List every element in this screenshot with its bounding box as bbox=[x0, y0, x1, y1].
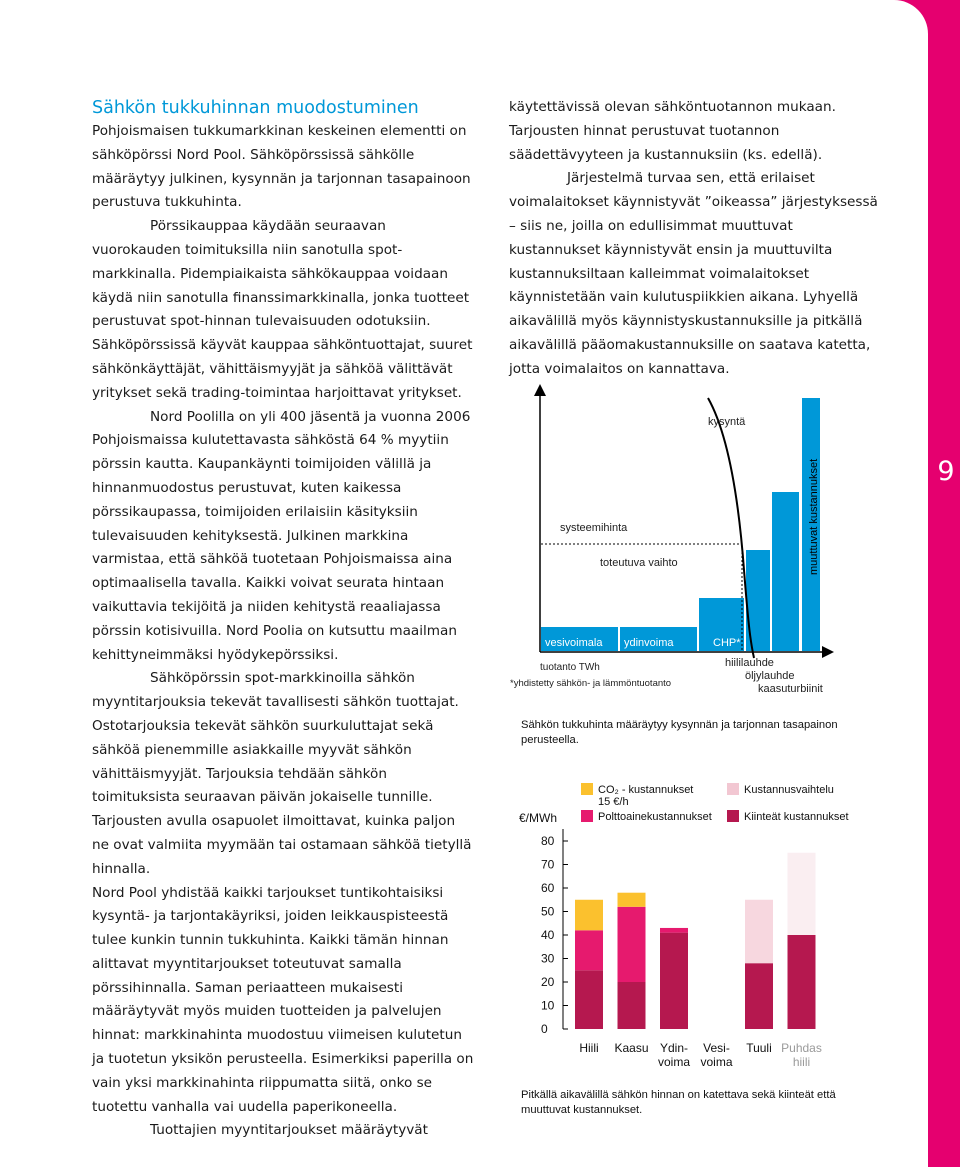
label-chp: CHP* bbox=[713, 637, 741, 649]
legend-swatch bbox=[581, 783, 593, 795]
y-tick-label: 50 bbox=[541, 904, 555, 919]
bar-segment bbox=[618, 893, 646, 907]
paragraph: Pohjoismaisen tukkumarkkinan keskeinen elementti on sähköpörssi Nord Pool. Sähköpörssissä sähkölle määräytyy julkinen, kysynnän ja tarjonnan tasapainoon perustuva tukkuhinta. bbox=[92, 123, 471, 211]
paragraph: Tuottajien myyntitarjoukset määräytyvät bbox=[150, 1122, 428, 1139]
label-demand: kysyntä bbox=[708, 416, 746, 428]
legend-swatch bbox=[727, 810, 739, 822]
bar-segment bbox=[575, 970, 603, 1029]
bar-segment bbox=[745, 900, 773, 963]
paragraph: Järjestelmä turvaa sen, että erilaiset voimalaitokset käynnistyvät ”oikeassa” järjestyksessä – siis ne, joilla on edullisimmat muuttuvat kustannukset käynnistyvät ensin ja muuttuvilta kustannuksiltaan kalleimmat voimalaitokset käynnistetään vain kulutuspiikkien aikana. Lyhyellä aikavälillä myös käynnistyskustannuksille ja pitkällä aikavälillä pääomakustannuksille on saatava katetta, jotta voimalaitos on kannattava. bbox=[509, 170, 878, 377]
y-tick-label: 30 bbox=[541, 951, 555, 966]
y-tick-label: 20 bbox=[541, 975, 555, 989]
y-tick-label: 40 bbox=[541, 928, 555, 942]
section-heading: Sähkön tukkuhinnan muodostuminen bbox=[92, 98, 419, 118]
bar-segment bbox=[745, 963, 773, 1029]
y-tick-label: 0 bbox=[541, 1022, 548, 1036]
y-axis-label: €/MWh bbox=[519, 811, 558, 825]
category-label: Kaasu bbox=[614, 1041, 649, 1055]
label-system-price: systeemihinta bbox=[560, 522, 628, 534]
legend-label: CO₂ - kustannukset 15 €/h bbox=[598, 784, 694, 808]
bar-segment bbox=[660, 933, 688, 1029]
left-column bbox=[92, 96, 476, 1143]
bar-segment bbox=[575, 930, 603, 970]
paragraph: Nord Pool yhdistää kaikki tarjoukset tuntikohtaisiksi kysyntä- ja tarjontakäyriksi, joiden leikkauspisteestä tulee kunkin tunnin tukkuhinta. Kaikki tämän hinnan alittavat myyntitarjoukset toteutuvat samalla pörssihinnalla. Saman periaatteen mukaisesti määräytyvät myös muiden tuotteiden ja palvelujen hinnat: markkinahinta muodostuu viimeisen kulutetun ja tuotetun yksikön perusteella. Esimerkiksi paperilla on vain yksi markkinahinta riippumatta siitä, onko se tuotettu vanhalla vai uudella paperikoneella. bbox=[92, 884, 474, 1115]
supply-demand-diagram bbox=[500, 380, 860, 700]
page-number: 9 bbox=[937, 456, 955, 487]
supply-chart-caption: Sähkön tukkuhinta määräytyy kysynnän ja tarjonnan tasapainon perusteella. bbox=[521, 719, 838, 746]
label-hydro: vesivoimala bbox=[545, 637, 603, 649]
category-label: Tuuli bbox=[746, 1041, 772, 1055]
cost-bar-chart bbox=[505, 775, 860, 1070]
category-label: Ydin-voima bbox=[657, 1041, 691, 1069]
bar-segment bbox=[660, 928, 688, 933]
paragraph: käytettävissä olevan sähköntuotannon mukaan. Tarjousten hinnat perustuvat tuotannon säädettävyyteen ja kustannuksiin (ks. edellä). bbox=[509, 99, 836, 163]
y-tick-label: 10 bbox=[541, 998, 555, 1013]
category-label: Hiili bbox=[579, 1041, 599, 1055]
right-paragraphs bbox=[509, 96, 881, 382]
label-nuclear: ydinvoima bbox=[624, 637, 674, 649]
legend-swatch bbox=[581, 810, 593, 822]
paragraph: Nord Poolilla on yli 400 jäsentä ja vuonna 2006 Pohjoismaissa kulutettavasta sähköstä 64 % myytiin pörssin kautta. Kaupankäynti toimijoiden välillä ja hinnanmuodostus perustuvat, kuten kaikessa pörssikaupassa, toimijoiden erilaisiin käsityksiin tulevaisuuden kehityksestä. Julkinen markkina varmistaa, että sähköä tuotetaan Pohjoismaissa aina optimaalisella tavalla. Kaikki voivat seurata hintaan vaikuttavia tekijöitä ja niiden kehitystä reaaliajassa pörssin kotisivuilla. Nord Poolia on kutsuttu maailman kehittyneimmäksi hyödykepörssiksi. bbox=[92, 408, 471, 663]
y-tick-label: 60 bbox=[541, 881, 555, 895]
left-paragraphs bbox=[92, 120, 476, 1143]
right-column bbox=[509, 96, 881, 382]
label-variable-costs: muuttuvat kustannukset bbox=[808, 458, 820, 575]
bar-segment bbox=[575, 900, 603, 931]
legend-swatch bbox=[727, 783, 739, 795]
y-tick-label: 70 bbox=[541, 857, 555, 872]
legend-label: Kiinteät kustannukset bbox=[744, 811, 849, 823]
legend-label: Kustannusvaihtelu bbox=[744, 784, 834, 796]
bar-oil-condensing bbox=[772, 492, 799, 651]
bar-segment bbox=[788, 853, 816, 935]
category-label: Vesi-voima bbox=[700, 1041, 733, 1069]
label-gas-turbines: kaasuturbiinit bbox=[758, 683, 823, 695]
bar-segment bbox=[618, 907, 646, 982]
bar-segment bbox=[618, 982, 646, 1029]
label-production: tuotanto TWh bbox=[540, 662, 600, 673]
cost-chart-caption: Pitkällä aikavälillä sähkön hinnan on katettava sekä kiinteät että muuttuvat kustannukset. bbox=[521, 1089, 836, 1116]
category-label: Puhdas hiili bbox=[781, 1041, 822, 1069]
paragraph: Pörssikauppaa käydään seuraavan vuorokauden toimituksilla niin sanotulla spot-markkinalla. Pidempiaikaista sähkökauppaa voidaan käydä niin sanotulla finanssimarkkinalla, jonka tuotteet perustuvat spot-hinnan tulevaisuuden odotuksiin. Sähköpörssissä käyvät kauppaa sähköntuottajat, suuret sähkönkäyttäjät, vähittäismyyjät ja sähköä välittävät yritykset sekä trading-toimintaa harjoittavat yritykset. bbox=[92, 218, 473, 401]
legend-label: Polttoainekustannukset bbox=[598, 811, 712, 823]
label-oil-condensing: öljylauhde bbox=[745, 670, 795, 682]
bar-segment bbox=[788, 935, 816, 1029]
label-footnote: *yhdistetty sähkön- ja lämmöntuotanto bbox=[510, 678, 672, 689]
label-coal-condensing: hiililauhde bbox=[725, 657, 774, 669]
label-realized-trade: toteutuva vaihto bbox=[600, 557, 678, 569]
y-tick-label: 80 bbox=[541, 834, 555, 848]
paragraph: Sähköpörssin spot-markkinoilla sähkön myyntitarjouksia tekevät tavallisesti sähkön tuottajat. Ostotarjouksia tekevät sähkön suurkuluttajat sekä sähköä pienemmille asiakkaille myyvät sähkön vähittäismyyjät. Tarjouksia tehdään sähkön toimituksista seuraavan päivän jokaiselle tunnille. Tarjousten avulla osapuolet ilmoittavat, kuinka paljon ne ovat valmiita myymään tai ostamaan sähköä tietyllä hinnalla. bbox=[92, 670, 472, 877]
